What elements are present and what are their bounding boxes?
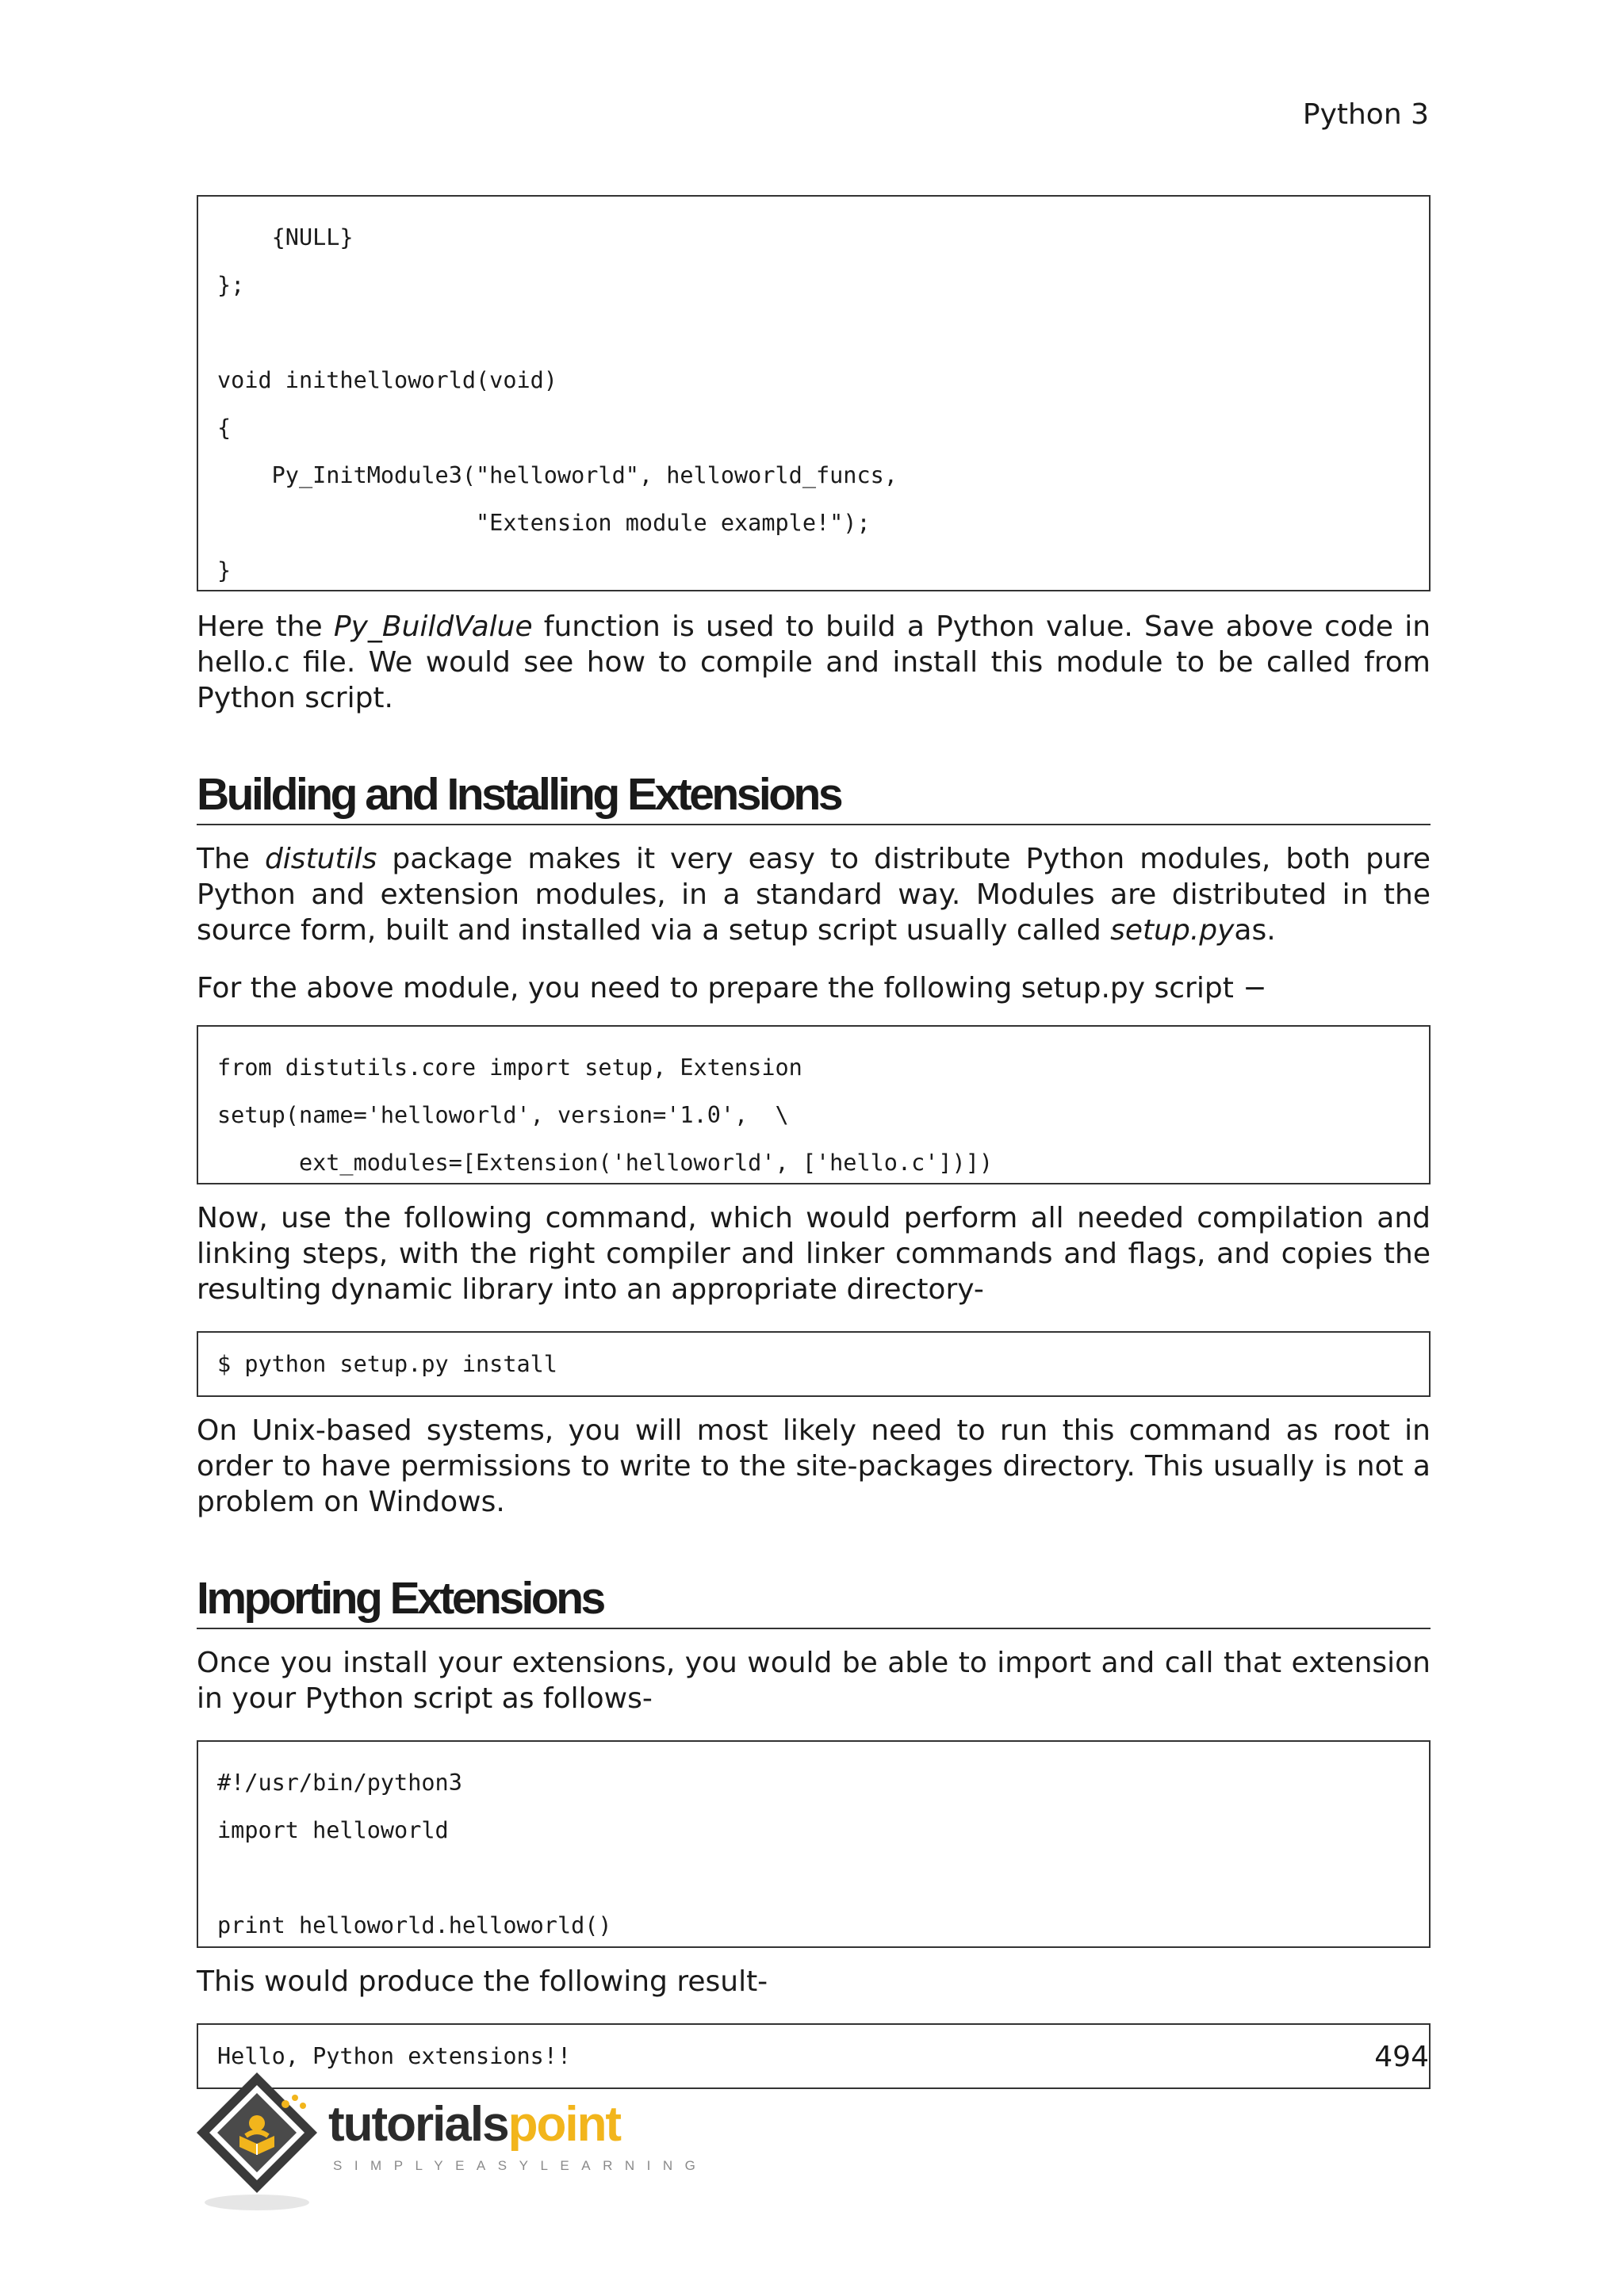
code-block-setup-script	[197, 1025, 1431, 1184]
running-header: Python 3	[1302, 98, 1429, 131]
page-number: 494	[1374, 2041, 1429, 2073]
code-block-install-command	[197, 1331, 1431, 1397]
code-line: setup(name='helloworld', version='1.0', \	[217, 1102, 789, 1128]
emphasis-setup-py: setup.py	[1110, 914, 1235, 947]
code-line: Hello, Python extensions!!	[217, 2043, 572, 2069]
code-line: from distutils.core import setup, Extension	[217, 1054, 802, 1081]
code-line: #!/usr/bin/python3	[217, 1770, 462, 1796]
code-line: };	[217, 272, 245, 298]
paragraph-prepare-setup: For the above module, you need to prepare the following setup.py script −	[197, 972, 1267, 1004]
code-line	[217, 1854, 1408, 1902]
paragraph-import-usage: Once you install your extensions, you would be able to import and call that extension in your Python script as follows-	[197, 1647, 1431, 1715]
logo-wordmark: tutorialspoint	[328, 2097, 621, 2152]
section-heading-building: Building and Installing Extensions	[197, 768, 1431, 825]
emphasis-py-buildvalue: Py_BuildValue	[333, 610, 533, 643]
code-line: "Extension module example!");	[217, 510, 871, 536]
paragraph-result-intro: This would produce the following result-	[197, 1965, 768, 1998]
code-line: ext_modules=[Extension('helloworld', ['hello.c'])])	[217, 1150, 994, 1176]
code-line: Py_InitModule3("helloworld", helloworld_funcs,	[217, 462, 898, 488]
paragraph-distutils: The distutils package makes it very easy to distribute Python modules, both pure Python and extension modules, in a standard way. Modules are distributed in the source form, built and installed via a setup script usually called setup.pyas.	[197, 843, 1431, 947]
emphasis-distutils: distutils	[264, 843, 377, 875]
code-line: import helloworld	[217, 1817, 449, 1843]
code-line: void inithelloworld(void)	[217, 367, 557, 393]
paragraph-build-value: Here the Py_BuildValue function is used to build a Python value. Save above code in hello.c file. We would see how to compile and install this module to be called from Python script.	[197, 610, 1431, 714]
paragraph-unix-note: On Unix-based systems, you will most likely need to run this command as root in order to have permissions to write to the site-packages directory. This usually is not a problem on Windows.	[197, 1414, 1431, 1518]
code-block-import-script	[197, 1740, 1431, 1948]
code-line	[217, 309, 1408, 357]
page-content	[197, 195, 1431, 2089]
code-line: }	[217, 557, 232, 584]
logo-diamond-icon	[193, 2069, 328, 2212]
code-block-module-init	[197, 195, 1431, 591]
code-line: {NULL}	[217, 224, 354, 251]
code-line: $ python setup.py install	[217, 1351, 557, 1377]
tutorialspoint-logo	[193, 2069, 708, 2212]
code-line: print helloworld.helloworld()	[217, 1912, 612, 1938]
code-line: {	[217, 415, 232, 441]
logo-tagline: SIMPLYEASYLEARNING	[333, 2158, 708, 2173]
paragraph-install-command: Now, use the following command, which would perform all needed compilation and linking steps, with the right compiler and linker commands and flags, and copies the resulting dynamic library into an appropriate directory-	[197, 1202, 1431, 1306]
section-heading-importing: Importing Extensions	[197, 1572, 1431, 1629]
